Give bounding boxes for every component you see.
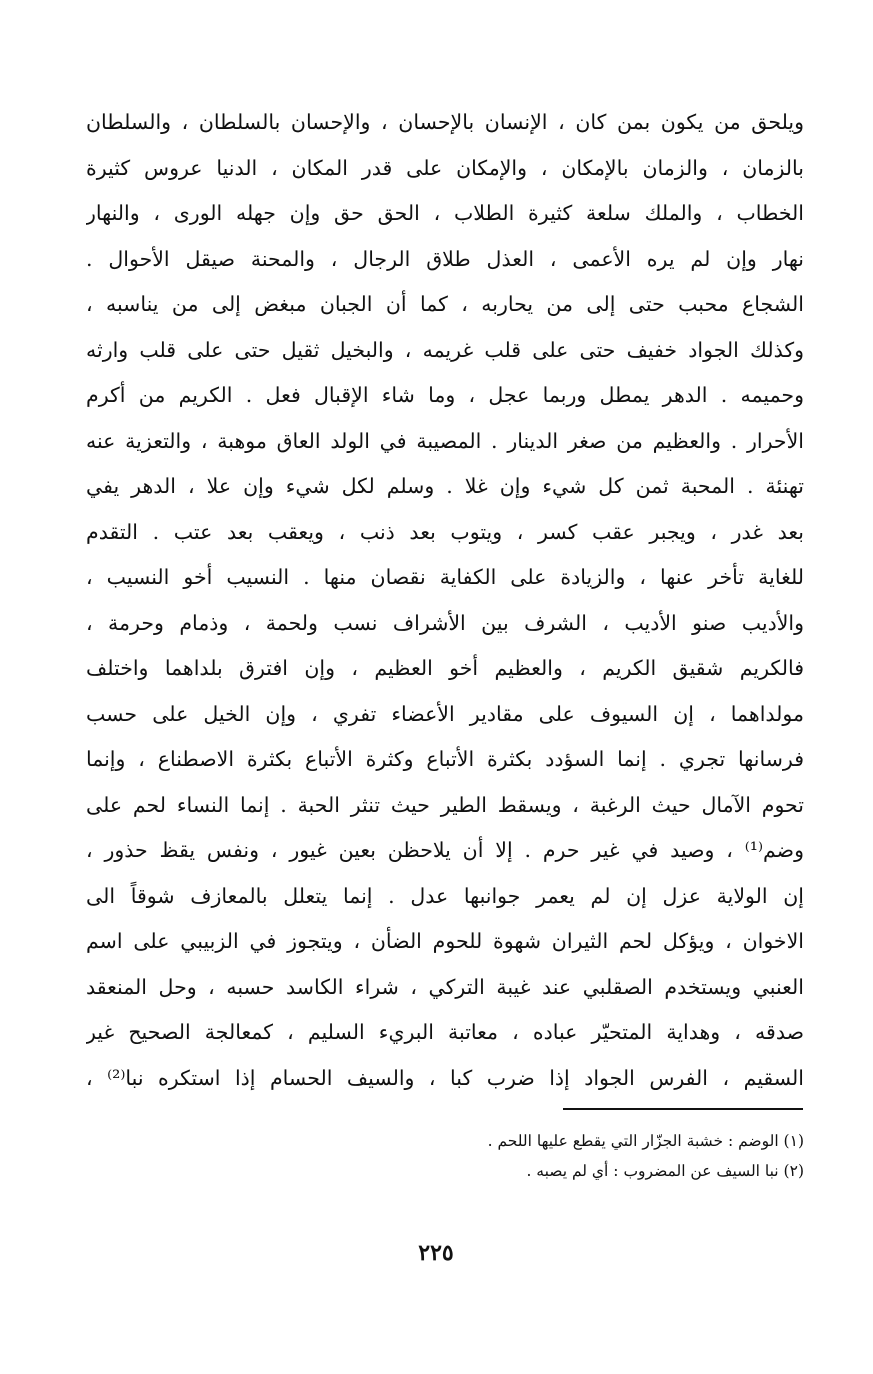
- text-line: السقيم ، الفرس الجواد إذا ضرب كبا ، والسيف الحسام إذا استكره نبا⁽²⁾ ،: [86, 1065, 804, 1090]
- text-line: صدقه ، وهداية المتحيّر عباده ، معاتبة البريء السليم ، كمعالجة الصحيح غير: [86, 1020, 804, 1044]
- text-line: وضم⁽¹⁾ ، وصيد في غير حرم . إلا أن يلاحظن بعين غيور ، ونفس يقظ حذور ،: [86, 838, 804, 862]
- text-line: فرسانها تجري . إنما السؤدد بكثرة الأتباع وكثرة الأتباع بكثرة الاصطناع ، وإنما: [86, 747, 804, 771]
- text-line: نهار وإن لم يره الأعمى ، العذل طلاق الرجال ، والمحنة صيقل الأحوال .: [86, 246, 804, 271]
- text-line: مولداهما ، إن السيوف على مقادير الأعضاء تفري ، وإن الخيل على حسب: [86, 701, 804, 726]
- text-line: إن الولاية عزل إن لم يعمر جوانبها عدل . إنما يتعلل بالمعازف شوقاً الى: [86, 883, 804, 908]
- text-line: العنبي ويستخدم الصقلبي عند غيبة التركي ، شراء الكاسد حسبه ، وحل المنعقد: [86, 974, 804, 999]
- text-line: فالكريم شقيق الكريم ، والعظيم أخو العظيم ، وإن افترق بلداهما واختلف: [86, 656, 804, 680]
- footnote: (١) الوضم : خشبة الجزّار التي يقطع عليها اللحم .: [487, 1132, 804, 1150]
- footnote-divider: [563, 1108, 803, 1110]
- text-line: الاخوان ، ويؤكل لحم الثيران شهوة للحوم الضأن ، ويتجوز في الزبيبي على اسم: [86, 929, 804, 953]
- text-line: وحميمه . الدهر يمطل وربما عجل ، وما شاء الإقبال فعل . الكريم من أكرم: [86, 383, 804, 407]
- text-line: الخطاب ، والملك سلعة كثيرة الطلاب ، الحق حق وإن جهله الورى ، والنهار: [86, 201, 804, 225]
- text-line: الأحرار . والعظيم من صغر الدينار . المصيبة في الولد العاق موهبة ، والتعزية عنه: [86, 428, 804, 453]
- text-line: الشجاع محبب حتى إلى من يحاربه ، كما أن الجبان مبغض إلى من يناسبه ،: [86, 292, 804, 316]
- text-line: والأديب صنو الأديب ، الشرف بين الأشراف نسب ولحمة ، وذمام وحرمة ،: [86, 610, 804, 635]
- text-line: بالزمان ، والزمان بالإمكان ، والإمكان على قدر المكان ، الدنيا عروس كثيرة: [86, 155, 804, 180]
- text-line: بعد غدر ، ويجبر عقب كسر ، ويتوب بعد ذنب ، ويعقب بعد عتب . التقدم: [86, 519, 804, 544]
- footnotes: [86, 1126, 804, 1186]
- text-line: ويلحق من يكون بمن كان ، الإنسان بالإحسان ، والإحسان بالسلطان ، والسلطان: [86, 110, 804, 134]
- body-text: [86, 100, 804, 1101]
- page-number: ٢٢٥: [418, 1240, 454, 1266]
- text-line: للغاية تأخر عنها ، والزيادة على الكفاية نقصان منها . النسيب أخو النسيب ،: [86, 565, 804, 589]
- text-line: تحوم الآمال حيث الرغبة ، ويسقط الطير حيث تنثر الحبة . إنما النساء لحم على: [86, 792, 804, 817]
- text-line: تهنئة . المحبة ثمن كل شيء وإن غلا . وسلم لكل شيء وإن علا ، الدهر يفي: [86, 474, 804, 498]
- footnote: (٢) نبا السيف عن المضروب : أي لم يصبه .: [526, 1162, 804, 1180]
- text-line: وكذلك الجواد خفيف حتى على قلب غريمه ، والبخيل ثقيل حتى على قلب وارثه: [86, 337, 804, 362]
